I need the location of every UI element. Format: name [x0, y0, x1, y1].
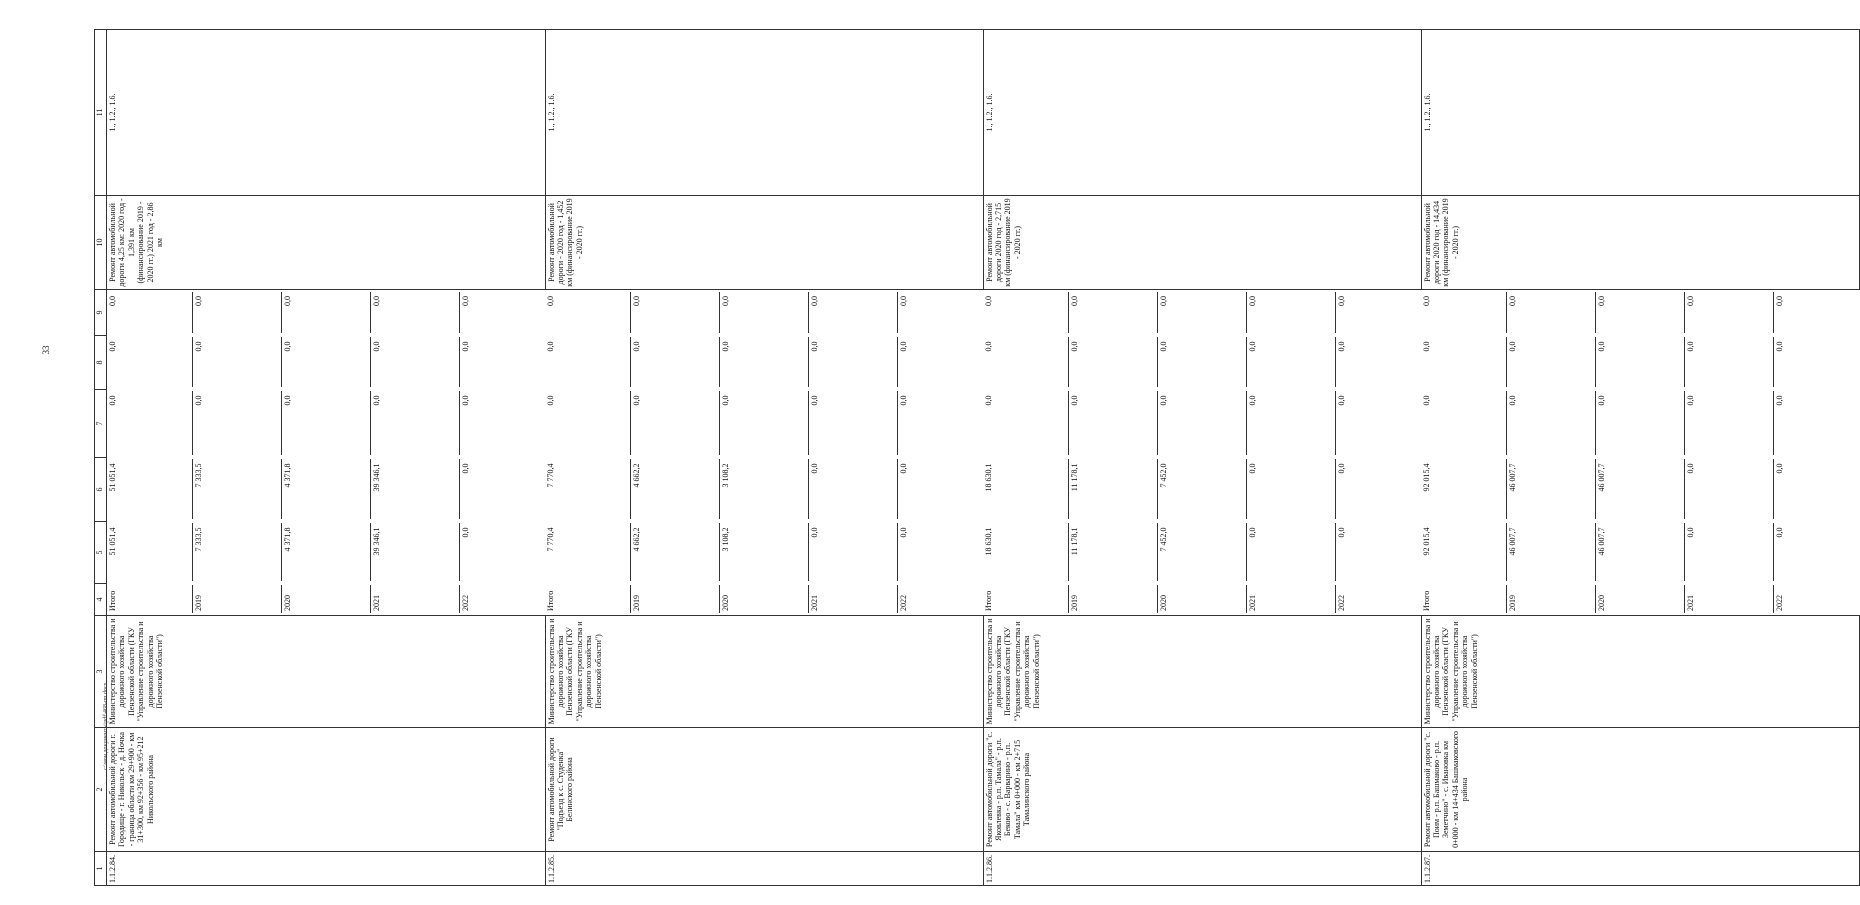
column-header: 7	[95, 390, 107, 458]
col6-cell	[107, 458, 546, 522]
result-text: Ремонт автомобильной дороги 2020 год - 2,715 км (финансирование 2019 - 2020 гг.)	[983, 196, 1421, 290]
cell-value: 0,0	[898, 395, 908, 406]
cell-value: 51 051,4	[107, 460, 193, 520]
cell-value: 0,0	[720, 292, 809, 334]
cell-value: 0,0	[107, 392, 193, 456]
cell-value: 0,0	[1774, 341, 1784, 352]
page-number: 33	[41, 345, 51, 355]
cell-value: Итого	[983, 586, 1069, 614]
col7-values	[983, 392, 1421, 456]
col8-values	[545, 338, 983, 388]
col8-cell	[983, 336, 1421, 390]
cell-value: 2020	[720, 586, 809, 614]
cell-value: 46 007,7	[1596, 524, 1685, 582]
target-ref: 1., 1.2., 1.6.	[545, 30, 983, 196]
row-code: 1.1.2.86.	[983, 852, 1421, 886]
cell-value: 7 770,4	[545, 460, 631, 520]
cell-value: 0,0	[631, 392, 720, 456]
cell-value: 0,0	[545, 292, 631, 334]
col5-cell	[107, 522, 546, 584]
column-header: 3	[95, 616, 107, 728]
total-values	[107, 524, 545, 582]
cell-value: 2020	[1158, 586, 1247, 614]
program-table	[94, 29, 1860, 886]
cell-value: 0,0	[1421, 392, 1507, 456]
cell-value: 0,0	[1246, 392, 1335, 456]
cell-value: 0,0	[1336, 463, 1346, 474]
cell-value: 0,0	[1246, 292, 1335, 334]
cell-value: 0,0	[460, 463, 470, 474]
target-ref: 1., 1.2., 1.6.	[983, 30, 1421, 196]
target-ref: 1., 1.2., 1.6.	[1421, 30, 1859, 196]
col8-values	[1421, 338, 1859, 388]
col8-cell	[545, 336, 983, 390]
object-name: Ремонт автомобильной дороги "Подъезд к с. Студенка" Белинского района	[545, 728, 983, 852]
cell-value: 0,0	[983, 338, 1069, 388]
cell-value: 0,0	[282, 338, 371, 388]
cell-value: 0,0	[1774, 527, 1784, 538]
object-name: Ремонт автомобильной дороги "с. Яковлевка - р.п. Тамала" - р.п. Беково - с. Варварино - р.п. Тамала" км 0+000 - км 2+715 Тамалинского района	[983, 728, 1421, 852]
col9-values	[1421, 292, 1859, 334]
cell-value: 46 007,7	[1596, 460, 1685, 520]
cell-value: 0,0	[898, 296, 908, 306]
table-row	[545, 30, 983, 886]
cell-value: 7 770,4	[545, 524, 631, 582]
cell-value: 0,0	[1158, 392, 1247, 456]
cell-value: 0,0	[1069, 292, 1158, 334]
cell-value: 7 333,5	[193, 524, 282, 582]
cell-value: 0,0	[983, 292, 1069, 334]
regional-values	[545, 460, 983, 520]
years-cell	[983, 584, 1421, 616]
cell-value: 7 333,5	[193, 460, 282, 520]
cell-value: 2021	[370, 586, 459, 614]
regional-values	[983, 460, 1421, 520]
col7-values	[545, 392, 983, 456]
cell-value: 0,0	[1421, 338, 1507, 388]
cell-value: 0,0	[460, 395, 470, 406]
cell-value: 0,0	[460, 296, 470, 306]
cell-value: 0,0	[898, 527, 908, 538]
cell-value: 4 662,2	[631, 460, 720, 520]
cell-value: 2021	[1684, 586, 1773, 614]
cell-value: 0,0	[460, 341, 470, 352]
col7-values	[107, 392, 545, 456]
cell-value: 0,0	[808, 292, 897, 334]
cell-value: 0,0	[282, 392, 371, 456]
years-cell	[107, 584, 546, 616]
total-values	[983, 524, 1421, 582]
col9-cell	[1421, 290, 1859, 336]
cell-value: 0,0	[193, 292, 282, 334]
col9-values	[107, 292, 545, 334]
cell-value: 2019	[631, 586, 720, 614]
cell-value: 0,0	[282, 292, 371, 334]
cell-value: 2019	[1069, 586, 1158, 614]
cell-value: 4 371,8	[282, 460, 371, 520]
cell-value: 18 630,1	[983, 460, 1069, 520]
col6-cell	[1421, 458, 1859, 522]
column-header: 10	[95, 196, 107, 290]
cell-value: 0,0	[1336, 296, 1346, 306]
cell-value: 0,0	[1684, 292, 1773, 334]
cell-value: 0,0	[107, 338, 193, 388]
cell-value: 0,0	[1596, 392, 1685, 456]
target-ref: 1., 1.2., 1.6.	[107, 30, 546, 196]
col5-cell	[1421, 522, 1859, 584]
years-list	[983, 586, 1421, 614]
column-header: 1	[95, 852, 107, 886]
col7-cell	[545, 390, 983, 458]
cell-value: 7 452,0	[1158, 524, 1247, 582]
cell-value: 2022	[898, 595, 908, 611]
cell-value: 0,0	[898, 341, 908, 352]
total-values	[1421, 524, 1859, 582]
cell-value: 0,0	[983, 392, 1069, 456]
cell-value: 4 662,2	[631, 524, 720, 582]
cell-value: Итого	[1421, 586, 1507, 614]
cell-value: 0,0	[1507, 292, 1596, 334]
col7-values	[1421, 392, 1859, 456]
col6-cell	[983, 458, 1421, 522]
footer-file-path: c:\мои документы\pdf\468-пп.docx	[103, 682, 109, 770]
executor: Министерство строительства и дорожного хозяйства Пензенской области (ГКУ "Управление строительства и дорожного хозяйства Пензенской области")	[1421, 616, 1859, 728]
years-list	[1421, 586, 1859, 614]
rotated-page-content	[94, 30, 1784, 886]
cell-value: 0,0	[631, 338, 720, 388]
cell-value: Итого	[107, 586, 193, 614]
column-header: 8	[95, 336, 107, 390]
regional-values	[1421, 460, 1859, 520]
table-row	[983, 30, 1421, 886]
cell-value: 11 178,1	[1069, 460, 1158, 520]
column-header: 11	[95, 30, 107, 196]
cell-value: 2019	[1507, 586, 1596, 614]
col9-cell	[545, 290, 983, 336]
cell-value: 0,0	[808, 460, 897, 520]
cell-value: 0,0	[1684, 460, 1773, 520]
column-header: 6	[95, 458, 107, 522]
cell-value: 0,0	[720, 338, 809, 388]
cell-value: 0,0	[370, 392, 459, 456]
result-text: Ремонт автомобильной дороги 2020 год - 14,434 км (финансирование 2019 - 2020 гг.)	[1421, 196, 1859, 290]
cell-value: 18 630,1	[983, 524, 1069, 582]
object-name: Ремонт автомобильной дороги г. Городище - г. Никольск - д. Ночка - граница области км 29+900 - км 31+300, км 92+356 - км 95+212 Никольского района	[107, 728, 546, 852]
cell-value: 0,0	[1336, 527, 1346, 538]
col9-values	[545, 292, 983, 334]
col5-cell	[983, 522, 1421, 584]
col6-cell	[545, 458, 983, 522]
row-code: 1.1.2.84.	[107, 852, 546, 886]
regional-values	[107, 460, 545, 520]
cell-value: 0,0	[1158, 338, 1247, 388]
cell-value: 0,0	[1596, 292, 1685, 334]
cell-value: 3 108,2	[720, 460, 809, 520]
cell-value: 0,0	[460, 527, 470, 538]
cell-value: 0,0	[370, 338, 459, 388]
cell-value: 2019	[193, 586, 282, 614]
cell-value: 0,0	[1774, 463, 1784, 474]
result-text: Ремонт автомобильной дороги - 2020 год - 1,452 км (финансирование 2019 - 2020 гг.)	[545, 196, 983, 290]
cell-value: 0,0	[193, 392, 282, 456]
cell-value: 4 371,8	[282, 524, 371, 582]
years-list	[545, 586, 983, 614]
executor: Министерство строительства и дорожного хозяйства Пензенской области (ГКУ "Управление строительства и дорожного хозяйства Пензенской области")	[545, 616, 983, 728]
cell-value: 51 051,4	[107, 524, 193, 582]
column-number-row	[95, 30, 107, 886]
cell-value: Итого	[545, 586, 631, 614]
cell-value: 0,0	[898, 463, 908, 474]
cell-value: 0,0	[1774, 395, 1784, 406]
cell-value: 0,0	[1246, 338, 1335, 388]
col7-cell	[1421, 390, 1859, 458]
col8-values	[107, 338, 545, 388]
executor: Министерство строительства и дорожного хозяйства Пензенской области (ГКУ "Управление строительства и дорожного хозяйства Пензенской области")	[983, 616, 1421, 728]
cell-value: 0,0	[545, 392, 631, 456]
row-code: 1.1.2.87.	[1421, 852, 1859, 886]
cell-value: 0,0	[808, 524, 897, 582]
years-cell	[1421, 584, 1859, 616]
cell-value: 39 346,1	[370, 524, 459, 582]
column-header: 9	[95, 290, 107, 336]
object-name: Ремонт автомобильной дороги "с. Поим - р.п. Башмаково - р.п. Земетчино" - с. Ивановка км 0+000 - км 14+434 Башмаковского района	[1421, 728, 1859, 852]
cell-value: 0,0	[631, 292, 720, 334]
cell-value: 0,0	[1158, 292, 1247, 334]
cell-value: 0,0	[545, 338, 631, 388]
cell-value: 2022	[1336, 595, 1346, 611]
executor: Министерство строительства и дорожного хозяйства Пензенской области (ГКУ "Управление строительства и дорожного хозяйства Пензенской области")	[107, 616, 546, 728]
cell-value: 0,0	[1507, 338, 1596, 388]
cell-value: 0,0	[193, 338, 282, 388]
cell-value: 0,0	[1336, 395, 1346, 406]
cell-value: 0,0	[1246, 524, 1335, 582]
cell-value: 0,0	[1596, 338, 1685, 388]
total-values	[545, 524, 983, 582]
result-text: Ремонт автомобильной дороги 4,25 км: 2020 год - 1,391 км (финансирование 2019 - 2020 гг.) 2021 год - 2,86 км	[107, 196, 546, 290]
cell-value: 92 015,4	[1421, 524, 1507, 582]
row-code: 1.1.2.85.	[545, 852, 983, 886]
cell-value: 2022	[460, 595, 470, 611]
cell-value: 11 178,1	[1069, 524, 1158, 582]
cell-value: 0,0	[1774, 296, 1784, 306]
cell-value: 0,0	[1246, 460, 1335, 520]
cell-value: 0,0	[1507, 392, 1596, 456]
col8-cell	[1421, 336, 1859, 390]
col9-cell	[983, 290, 1421, 336]
years-list	[107, 586, 545, 614]
col9-cell	[107, 290, 546, 336]
cell-value: 0,0	[1684, 392, 1773, 456]
cell-value: 2020	[1596, 586, 1685, 614]
cell-value: 39 346,1	[370, 460, 459, 520]
cell-value: 0,0	[808, 338, 897, 388]
cell-value: 0,0	[370, 292, 459, 334]
table-row	[1421, 30, 1859, 886]
column-header: 2	[95, 728, 107, 852]
cell-value: 0,0	[808, 392, 897, 456]
cell-value: 0,0	[107, 292, 193, 334]
cell-value: 0,0	[1069, 392, 1158, 456]
col8-values	[983, 338, 1421, 388]
cell-value: 0,0	[720, 392, 809, 456]
cell-value: 46 007,7	[1507, 460, 1596, 520]
cell-value: 2021	[808, 586, 897, 614]
cell-value: 46 007,7	[1507, 524, 1596, 582]
column-header: 5	[95, 522, 107, 584]
col8-cell	[107, 336, 546, 390]
cell-value: 2021	[1246, 586, 1335, 614]
cell-value: 2020	[282, 586, 371, 614]
cell-value: 92 015,4	[1421, 460, 1507, 520]
cell-value: 0,0	[1421, 292, 1507, 334]
cell-value: 0,0	[1336, 341, 1346, 352]
years-cell	[545, 584, 983, 616]
cell-value: 0,0	[1069, 338, 1158, 388]
cell-value: 3 108,2	[720, 524, 809, 582]
col7-cell	[107, 390, 546, 458]
col5-cell	[545, 522, 983, 584]
cell-value: 0,0	[1684, 338, 1773, 388]
col7-cell	[983, 390, 1421, 458]
column-header: 4	[95, 584, 107, 616]
cell-value: 7 452,0	[1158, 460, 1247, 520]
table-body	[107, 30, 1860, 886]
cell-value: 0,0	[1684, 524, 1773, 582]
table-row	[107, 30, 546, 886]
col9-values	[983, 292, 1421, 334]
cell-value: 2022	[1774, 595, 1784, 611]
